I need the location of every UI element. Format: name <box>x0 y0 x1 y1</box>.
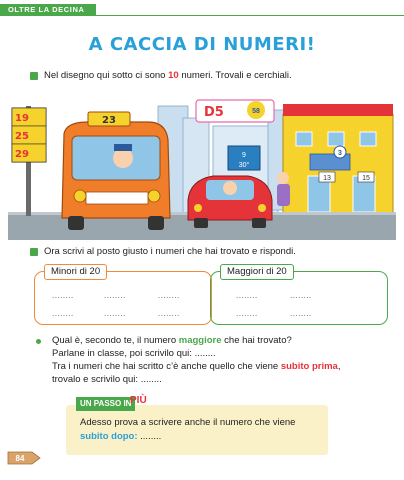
car-wheel <box>194 218 208 228</box>
instruction1-count: 10 <box>168 70 179 81</box>
bus-grille <box>86 192 148 204</box>
box-greater-than-20-label: Maggiori di 20 <box>220 264 294 280</box>
bus-wheel <box>148 216 164 230</box>
shop-sign-badge-number: 58 <box>252 108 260 115</box>
question-l3-post: , <box>337 361 341 372</box>
section-header <box>0 0 404 18</box>
bus-number: 23 <box>102 115 116 126</box>
bus-driver-hat <box>114 144 132 151</box>
bus-headlight <box>148 190 160 202</box>
sign-number-25: 25 <box>15 131 29 142</box>
header-line <box>96 15 404 16</box>
extra-step-line-1: Adesso prova a scrivere anche il numero che viene <box>80 417 296 428</box>
window <box>360 132 376 146</box>
answer-slot[interactable]: ........ <box>236 309 258 318</box>
sign-number-19: 19 <box>15 113 29 124</box>
box-less-than-20-label: Minori di 20 <box>44 264 107 280</box>
extra-step-highlight: subito dopo: <box>80 431 138 442</box>
answer-slot[interactable]: ........ <box>104 309 126 318</box>
bullet-square-icon <box>30 72 38 80</box>
extra-step-tag-a: UN <box>80 399 92 408</box>
extra-step-box <box>66 405 328 455</box>
instruction-write-numbers: Ora scrivi al posto giusto i numeri che hai trovato e rispondi. <box>44 246 296 257</box>
answer-slot[interactable]: ........ <box>158 291 180 300</box>
car-driver <box>223 181 237 195</box>
answer-slot[interactable]: ........ <box>104 291 126 300</box>
answer-slot[interactable]: ........ <box>52 291 74 300</box>
page-number-badge <box>6 448 42 468</box>
page-title: A CACCIA DI NUMERI! <box>88 34 316 55</box>
extra-step-tag-piu: PIÙ <box>130 395 147 406</box>
question-line-3 <box>52 361 340 372</box>
question-line-1 <box>52 335 292 346</box>
window <box>328 132 344 146</box>
question-l1-pre: Qual è, secondo te, il numero <box>52 335 179 346</box>
question-l1-highlight: maggiore <box>178 335 222 346</box>
question-line-4: trovalo e scrivilo qui: ........ <box>52 374 162 385</box>
door-number-13: 13 <box>323 175 331 182</box>
car-headlight <box>258 204 266 212</box>
answer-slot[interactable]: ........ <box>290 309 312 318</box>
pedestrian-head <box>277 172 289 184</box>
sign-number-29: 29 <box>15 149 29 160</box>
question-l1-post: che hai trovato? <box>221 335 292 346</box>
display-time: 9 <box>242 152 246 159</box>
balcony-number: 3 <box>338 150 342 157</box>
answer-slot[interactable]: ........ <box>158 309 180 318</box>
extra-step-tag <box>76 397 135 411</box>
page-number: 84 <box>15 454 25 463</box>
extra-step-line-2 <box>80 431 161 442</box>
bus-headlight <box>74 190 86 202</box>
shop-sign-text: D5 <box>204 105 224 120</box>
bullet-square-icon <box>30 248 38 256</box>
answer-slot[interactable]: ........ <box>236 291 258 300</box>
section-title: OLTRE LA DECINA <box>8 5 85 14</box>
extra-step-tag-b: PASSO <box>93 399 122 408</box>
car-headlight <box>194 204 202 212</box>
bus-wheel <box>68 216 84 230</box>
question-bullet-icon <box>36 339 41 344</box>
pedestrian-body <box>277 184 290 206</box>
question-line-2: Parlane in classe, poi scrivilo qui: ........ <box>52 348 216 359</box>
car-wheel <box>252 218 266 228</box>
answer-slot[interactable]: ........ <box>52 309 74 318</box>
question-l3-pre: Tra i numeri che hai scritto c’è anche quello che viene <box>52 361 281 372</box>
display-temp: 30° <box>238 162 250 169</box>
instruction1-post: numeri. Trovali e cerchiali. <box>178 70 292 81</box>
instruction-find-numbers <box>44 70 292 81</box>
answer-slot[interactable]: ........ <box>290 291 312 300</box>
window <box>296 132 312 146</box>
instruction1-pre: Nel disegno qui sotto ci sono <box>44 70 169 81</box>
extra-step-line2-post: ........ <box>137 431 162 442</box>
door-number-15: 15 <box>362 175 370 182</box>
question-l3-highlight: subito prima <box>280 361 338 372</box>
yellow-building-roof <box>283 104 393 116</box>
street-scene-illustration <box>8 96 396 240</box>
extra-step-tag-c: IN <box>123 399 132 408</box>
